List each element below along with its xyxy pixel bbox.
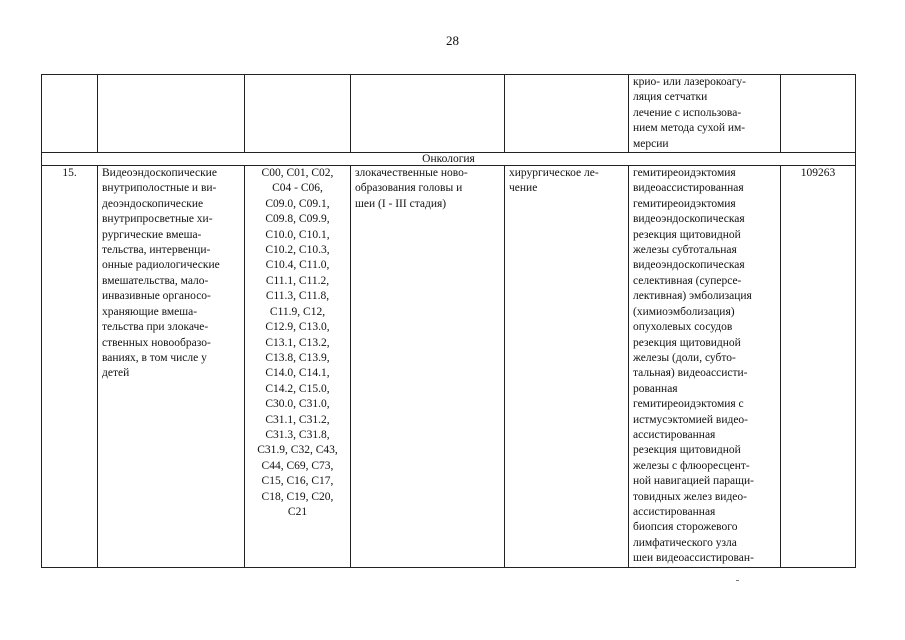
method-line: ассистированная bbox=[633, 428, 716, 441]
treatment-line: чение bbox=[509, 182, 538, 195]
name-line: вмешательства, мало- bbox=[102, 274, 209, 287]
code-line: C21 bbox=[287, 505, 308, 518]
name-line: тельства при злокаче- bbox=[102, 321, 209, 334]
name-line: деоэндоскопические bbox=[102, 197, 204, 210]
code-line: C09.8, C09.9, bbox=[265, 213, 330, 226]
name-line: тельства, интервенци- bbox=[102, 244, 211, 257]
method-line: биопсия сторожевого bbox=[633, 521, 738, 534]
code-line: C11.1, C11.2, bbox=[265, 274, 330, 287]
code-line: C09.0, C09.1, bbox=[265, 197, 330, 210]
method-line: селективная (суперсе- bbox=[633, 274, 742, 287]
code-line: C10.2, C10.3, bbox=[265, 244, 330, 257]
name-line: инвазивные органосо- bbox=[102, 290, 211, 303]
cell-codes bbox=[245, 75, 351, 153]
name-line: рургические вмеша- bbox=[102, 228, 202, 241]
table-row-continuation bbox=[42, 75, 856, 153]
code-line: C14.2, C15.0, bbox=[265, 382, 330, 395]
cell-treatment bbox=[505, 75, 629, 153]
method-line: гемитиреоидэктомия с bbox=[633, 398, 744, 411]
method-line: железы с флюоресцент- bbox=[633, 459, 750, 472]
name-line: онные радиологические bbox=[102, 259, 220, 272]
method-line: гемитиреоидэктомия bbox=[633, 197, 736, 210]
method-line: гемитиреоидэктомия bbox=[633, 167, 736, 180]
method-line: тальная) видеоассисти- bbox=[633, 367, 748, 380]
cell-model bbox=[351, 75, 505, 153]
name-line: внутриполостные и ви- bbox=[102, 182, 217, 195]
cell-method bbox=[629, 166, 781, 568]
table-row bbox=[42, 166, 856, 568]
method-line: ной навигацией паращи- bbox=[633, 475, 754, 488]
name-line: детей bbox=[102, 367, 130, 380]
method-line: товидных желез видео- bbox=[633, 490, 747, 503]
section-header-row bbox=[42, 153, 856, 166]
method-line: железы (доли, субто- bbox=[633, 351, 736, 364]
cell-price: 109263 bbox=[781, 166, 856, 568]
cell-codes bbox=[245, 166, 351, 568]
method-line: крио- или лазерокоагу- bbox=[633, 76, 747, 88]
method-line: видеоэндоскопическая bbox=[633, 259, 745, 272]
method-line: лечение с использова- bbox=[633, 106, 742, 119]
treatment-line: хирургическое ле- bbox=[509, 167, 599, 180]
cell-name bbox=[98, 75, 245, 153]
method-line: (химиоэмболизация) bbox=[633, 305, 735, 318]
method-line: шеи видеоассистирован- bbox=[633, 552, 754, 565]
model-line: образования головы и bbox=[355, 182, 463, 195]
cell-number: 15. bbox=[42, 166, 98, 568]
method-line: мерсии bbox=[633, 137, 669, 150]
name-line: внутрипросветные хи- bbox=[102, 213, 213, 226]
code-line: C31.9, C32, C43, bbox=[257, 444, 338, 457]
method-line: резекция щитовидной bbox=[633, 228, 741, 241]
medical-care-table bbox=[41, 74, 856, 568]
cell-method bbox=[629, 75, 781, 153]
model-line: злокачественные ново- bbox=[355, 167, 468, 180]
name-line: ваниях, в том числе у bbox=[102, 351, 207, 364]
page-number: 28 bbox=[446, 33, 459, 48]
code-line: C31.1, C31.2, bbox=[265, 413, 330, 426]
name-line: Видеоэндоскопические bbox=[102, 167, 217, 180]
code-line: C12.9, C13.0, bbox=[265, 321, 330, 334]
method-line: лективная) эмболизация bbox=[633, 290, 752, 303]
code-line: C44, C69, C73, bbox=[261, 459, 334, 472]
method-line: нием метода сухой им- bbox=[633, 122, 746, 135]
code-line: C04 - C06, bbox=[272, 182, 323, 195]
code-line: C10.0, C10.1, bbox=[265, 228, 330, 241]
method-line: видеоэндоскопическая bbox=[633, 213, 745, 226]
cell-name bbox=[98, 166, 245, 568]
cell-model bbox=[351, 166, 505, 568]
code-line: C18, C19, C20, bbox=[261, 490, 334, 503]
code-line: C00, C01, C02, bbox=[261, 167, 334, 180]
code-line: C31.3, C31.8, bbox=[265, 428, 330, 441]
method-line: ассистированная bbox=[633, 505, 716, 518]
method-line: железы субтотальная bbox=[633, 244, 737, 257]
cell-number bbox=[42, 75, 98, 153]
method-line: видеоассистированная bbox=[633, 182, 744, 195]
scan-speck bbox=[736, 580, 739, 581]
code-line: C13.1, C13.2, bbox=[265, 336, 330, 349]
code-line: C14.0, C14.1, bbox=[265, 367, 330, 380]
section-title: Онкология bbox=[42, 153, 856, 166]
cell-price bbox=[781, 75, 856, 153]
method-line: рованная bbox=[633, 382, 678, 395]
code-line: C15, C16, C17, bbox=[261, 475, 334, 488]
code-line: C30.0, C31.0, bbox=[265, 398, 330, 411]
name-line: храняющие вмеша- bbox=[102, 305, 198, 318]
code-line: C11.3, C11.8, bbox=[265, 290, 330, 303]
code-line: C13.8, C13.9, bbox=[265, 351, 330, 364]
cell-treatment bbox=[505, 166, 629, 568]
method-line: опухолевых сосудов bbox=[633, 321, 733, 334]
method-line: ляция сетчатки bbox=[633, 91, 708, 104]
method-line: резекция щитовидной bbox=[633, 336, 741, 349]
method-line: резекция щитовидной bbox=[633, 444, 741, 457]
method-line: лимфатического узла bbox=[633, 536, 737, 549]
model-line: шеи (I - III стадия) bbox=[355, 197, 447, 210]
method-line: истмусэктомией видео- bbox=[633, 413, 749, 426]
code-line: C11.9, C12, bbox=[269, 305, 326, 318]
code-line: C10.4, C11.0, bbox=[265, 259, 330, 272]
name-line: ственных новообразо- bbox=[102, 336, 211, 349]
